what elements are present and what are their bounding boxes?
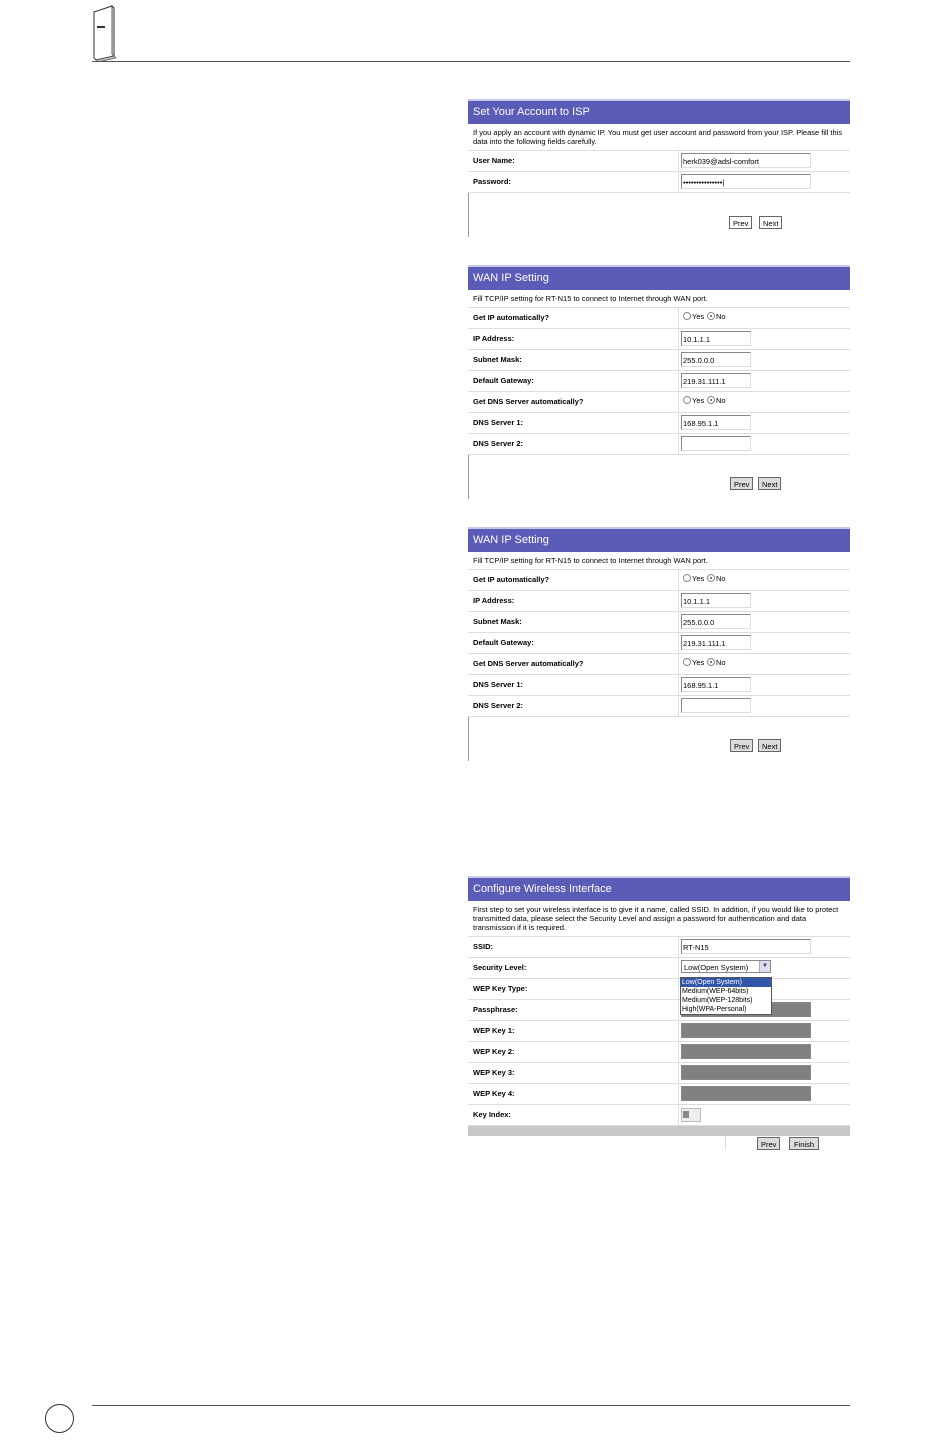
dns1-input[interactable]: 168.95.1.1 <box>681 415 751 430</box>
wep-key2-row <box>468 1042 850 1063</box>
panel-footer <box>468 455 850 499</box>
dns-auto-no-radio[interactable]: No <box>707 658 726 667</box>
next-button[interactable]: Next <box>759 216 782 229</box>
ip-address-label: IP Address: <box>473 596 515 605</box>
get-ip-no-radio[interactable]: No <box>707 312 726 321</box>
dns2-label: DNS Server 2: <box>473 439 524 448</box>
wep-key-type-row <box>468 979 850 1000</box>
dns1-label: DNS Server 1: <box>473 680 524 689</box>
wep-key2-input[interactable] <box>681 1044 811 1059</box>
prev-button[interactable]: Prev <box>729 216 752 229</box>
dns1-row <box>468 413 850 434</box>
prev-button[interactable]: Prev <box>730 477 753 490</box>
subnet-mask-row <box>468 350 850 371</box>
gateway-label: Default Gateway: <box>473 638 534 647</box>
password-row <box>468 172 850 193</box>
wep-key2-label: WEP Key 2: <box>473 1047 515 1056</box>
user-name-input[interactable]: herk039@adsl-comfort <box>681 153 811 168</box>
footer-rule <box>92 1405 850 1406</box>
panel-title: Set Your Account to ISP <box>468 99 850 124</box>
panel-description: If you apply an account with dynamic IP. You must get user account and password from your ISP. Please fill this data into the following fields carefully. <box>468 124 850 151</box>
dns1-input[interactable]: 168.95.1.1 <box>681 677 751 692</box>
get-ip-label: Get IP automatically? <box>473 575 550 584</box>
ssid-label: SSID: <box>473 942 494 951</box>
passphrase-label: Passphrase: <box>473 1005 518 1014</box>
panel-title: WAN IP Setting <box>468 265 850 290</box>
footer-bar <box>468 1126 850 1136</box>
security-option-low[interactable]: Low(Open System) <box>681 978 771 987</box>
gateway-row <box>468 371 850 392</box>
next-button[interactable]: Next <box>758 739 781 752</box>
subnet-mask-label: Subnet Mask: <box>473 355 522 364</box>
wireless-panel <box>468 876 850 1150</box>
ip-address-label: IP Address: <box>473 334 515 343</box>
security-level-row <box>468 958 850 979</box>
wep-key1-input[interactable] <box>681 1023 811 1038</box>
ssid-input[interactable]: RT-N15 <box>681 939 811 954</box>
isp-account-panel <box>468 99 850 237</box>
panel-title: Configure Wireless Interface <box>468 876 850 901</box>
security-option-wep128[interactable]: Medium(WEP-128bits) <box>682 997 753 1004</box>
gateway-input[interactable]: 219.31.111.1 <box>681 635 751 650</box>
panel-description: First step to set your wireless interface is to give it a name, called SSID. In addition, if you would like to protect transmitted data, please select the Security Level and assign a password for authentication and data transmission if it is required. <box>468 901 850 937</box>
user-name-row <box>468 151 850 172</box>
ip-address-row <box>468 591 850 612</box>
get-ip-yes-radio[interactable]: Yes <box>683 574 704 583</box>
password-label: Password: <box>473 177 511 186</box>
panel-description: Fill TCP/IP setting for RT-N15 to connect to Internet through WAN port. <box>468 290 850 308</box>
wep-key3-label: WEP Key 3: <box>473 1068 515 1077</box>
subnet-mask-input[interactable]: 255.0.0.0 <box>681 614 751 629</box>
subnet-mask-row <box>468 612 850 633</box>
security-level-select[interactable]: Low(Open System) ▼ <box>681 960 771 973</box>
wep-key3-input[interactable] <box>681 1065 811 1080</box>
prev-button[interactable]: Prev <box>730 739 753 752</box>
finish-button[interactable]: Finish <box>789 1137 819 1150</box>
ssid-row <box>468 937 850 958</box>
security-level-label: Security Level: <box>473 963 527 972</box>
subnet-mask-input[interactable]: 255.0.0.0 <box>681 352 751 367</box>
dns-auto-row <box>468 654 850 675</box>
prev-button[interactable]: Prev <box>757 1137 780 1150</box>
header-rule <box>92 61 850 62</box>
panel-footer <box>468 193 850 237</box>
wan-ip-panel-2 <box>468 527 850 761</box>
panel-title: WAN IP Setting <box>468 527 850 552</box>
router-device-icon <box>88 4 122 62</box>
next-button[interactable]: Next <box>758 477 781 490</box>
panel-footer <box>468 717 850 761</box>
dns2-row <box>468 696 850 717</box>
dns-auto-label: Get DNS Server automatically? <box>473 659 584 668</box>
key-index-row <box>468 1105 850 1126</box>
ip-address-input[interactable]: 10.1.1.1 <box>681 331 751 346</box>
get-ip-yes-radio[interactable]: Yes <box>683 312 704 321</box>
wan-ip-panel-1 <box>468 265 850 499</box>
wep-key4-input[interactable] <box>681 1086 811 1101</box>
dns1-row <box>468 675 850 696</box>
security-option-wpa[interactable]: High(WPA-Personal) <box>682 1006 747 1013</box>
dns-auto-no-radio[interactable]: No <box>707 396 726 405</box>
password-input[interactable]: •••••••••••••••| <box>681 174 811 189</box>
panel-footer <box>468 1136 850 1150</box>
get-ip-row <box>468 570 850 591</box>
panel-description: Fill TCP/IP setting for RT-N15 to connect to Internet through WAN port. <box>468 552 850 570</box>
wep-key4-row <box>468 1084 850 1105</box>
ip-address-row <box>468 329 850 350</box>
dns2-label: DNS Server 2: <box>473 701 524 710</box>
key-index-label: Key Index: <box>473 1110 511 1119</box>
dns1-label: DNS Server 1: <box>473 418 524 427</box>
wep-key1-row <box>468 1021 850 1042</box>
dns-auto-yes-radio[interactable]: Yes <box>683 396 704 405</box>
get-ip-row <box>468 308 850 329</box>
passphrase-row <box>468 1000 850 1021</box>
dns2-input[interactable] <box>681 436 751 451</box>
ip-address-input[interactable]: 10.1.1.1 <box>681 593 751 608</box>
wep-key3-row <box>468 1063 850 1084</box>
get-ip-no-radio[interactable]: No <box>707 574 726 583</box>
page-number-circle <box>45 1404 74 1433</box>
dns2-row <box>468 434 850 455</box>
chevron-down-icon[interactable]: ▼ <box>759 961 770 972</box>
dns-auto-label: Get DNS Server automatically? <box>473 397 584 406</box>
security-option-wep64[interactable]: Medium(WEP-64bits) <box>682 988 749 995</box>
subnet-mask-label: Subnet Mask: <box>473 617 522 626</box>
wep-key4-label: WEP Key 4: <box>473 1089 515 1098</box>
gateway-input[interactable]: 219.31.111.1 <box>681 373 751 388</box>
security-level-dropdown[interactable] <box>680 977 772 1015</box>
wep-key-type-label: WEP Key Type: <box>473 984 528 993</box>
wep-key1-label: WEP Key 1: <box>473 1026 515 1035</box>
dns-auto-row <box>468 392 850 413</box>
dns-auto-yes-radio[interactable]: Yes <box>683 658 704 667</box>
gateway-row <box>468 633 850 654</box>
gateway-label: Default Gateway: <box>473 376 534 385</box>
key-index-select[interactable] <box>681 1108 701 1122</box>
dns2-input[interactable] <box>681 698 751 713</box>
user-name-label: User Name: <box>473 156 515 165</box>
get-ip-label: Get IP automatically? <box>473 313 550 322</box>
